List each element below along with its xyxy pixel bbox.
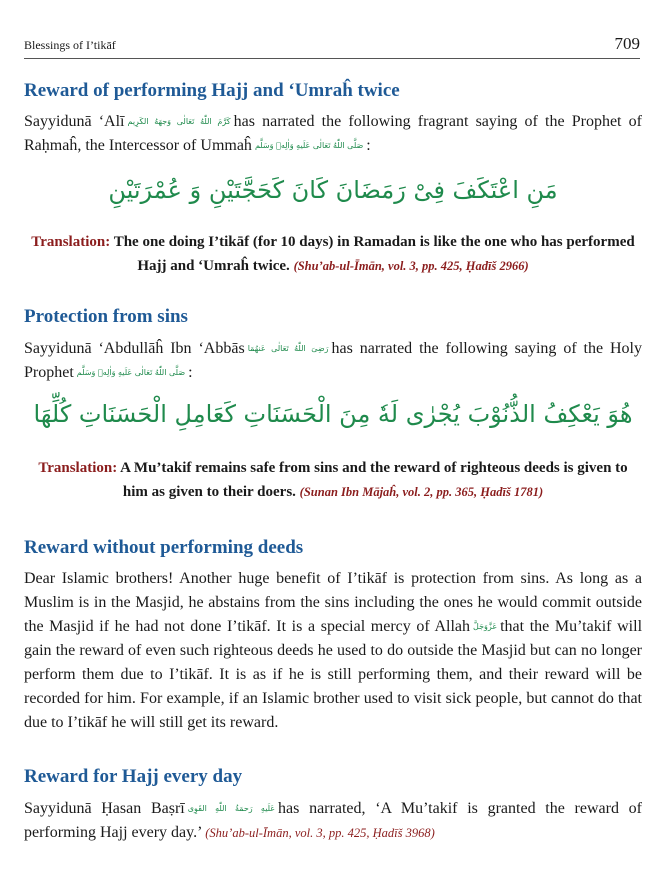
section-heading-hajj-umrah: Reward of performing Hajj and ‘Umraĥ twice xyxy=(24,80,400,101)
hadith-reference: (Sunan Ibn Mājaĥ, vol. 2, pp. 365, Ḥadīš 1781) xyxy=(299,485,544,499)
honorific-calligraphy: عَلَيهِ رَحمَةُ اللّٰهِ القَوِی xyxy=(187,804,276,813)
translation-text: The one doing I’tikāf (for 10 days) in Ramadan is like the one who has performed Hajj and ‘Umraĥ twice. xyxy=(113,234,635,274)
intro-text: Sayyidunā ‘Abdullāĥ Ibn ‘Abbās xyxy=(24,340,245,357)
section-heading-reward-without-deeds: Reward without performing deeds xyxy=(24,537,304,558)
translation-text: A Mu’takif remains safe from sins and the reward of righteous deeds is given to him as given to their doers. xyxy=(120,460,628,500)
honorific-calligraphy: رَضِیَ اللّٰهُ تَعَالٰی عَنهُمَا xyxy=(247,344,329,353)
intro-text: has narrated, ‘A Mu’takif is granted the reward of performing Hajj every day.’ xyxy=(24,800,642,841)
page-header xyxy=(24,34,640,59)
translation-label: Translation: xyxy=(38,460,118,476)
translation-block xyxy=(24,230,642,278)
intro-text: Sayyidunā ‘Alī xyxy=(24,113,125,130)
arabic-hadith: مَنِ اعْتَكَفَ فِیْ رَمَضَانَ كَانَ كَحَجَّتَيْنِ وَ عُمْرَتَيْنِ xyxy=(108,176,558,204)
intro-punct: : xyxy=(366,137,371,154)
body-text: Dear Islamic brothers! Another huge benefit of I’tikāf is protection from sins. As long as a Muslim is in the Masjid, he abstains from the sins including the ones he would commit outside the Masjid if he had not done I’tikāf. It is a special mercy of Allah xyxy=(24,570,642,635)
section-3-body xyxy=(24,567,642,735)
section-2-intro xyxy=(24,337,642,385)
intro-text: has narrated the following saying of the Holy Prophet xyxy=(24,340,643,381)
arabic-hadith: هُوَ يَعْكِفُ الذُّنُوْبَ يُجْرٰى لَهٗ مِنَ الْحَسَنَاتِ كَعَامِلِ الْحَسَنَاتِ كُلِّهَا xyxy=(33,400,633,428)
running-title: Blessings of I’tikāf xyxy=(24,38,116,52)
hadith-reference: (Shu’ab-ul-Īmān, vol. 3, pp. 425, Ḥadīš 2966) xyxy=(293,259,529,273)
intro-text: has narrated the following fragrant saying of the Prophet of Raḥmaĥ, the Intercessor of Ummaĥ xyxy=(24,113,643,154)
section-heading-protection: Protection from sins xyxy=(24,306,188,327)
page-number: 709 xyxy=(614,34,640,53)
honorific-calligraphy: كَرَّمَ اللّٰهُ تَعَالٰی وَجهَهُ الكَرِيم xyxy=(127,117,231,126)
section-4-body xyxy=(24,797,642,845)
section-heading-hajj-every-day: Reward for Hajj every day xyxy=(24,766,243,787)
body-text: that the Mu’takif will gain the reward of even such righteous deeds he used to do outside the Masjid but can no longer perform them due to I’tikāf. It is as if he is still performing them, and their reward will be recorded for him. For example, if an Islamic brother used to visit sick people, but cannot do that due to I’tikāf he will still get its reward. xyxy=(24,618,643,731)
translation-block xyxy=(24,456,642,504)
intro-text: Sayyidunā Ḥasan Baṣrī xyxy=(24,800,185,817)
honorific-calligraphy: عَزَّوَجَلَّ xyxy=(473,622,498,631)
honorific-calligraphy: صَلَّی اللّٰهُ تَعَالٰی عَلَيهِ وَاٰلِهٖ وَسَلَّم xyxy=(76,368,186,377)
section-1-intro xyxy=(24,110,642,158)
honorific-calligraphy: صَلَّی اللّٰهُ تَعَالٰی عَلَيهِ وَاٰلِهٖ وَسَلَّم xyxy=(254,141,364,150)
hadith-reference: (Shu’ab-ul-Īmān, vol. 3, pp. 425, Ḥadīš 3968) xyxy=(205,826,435,840)
translation-label: Translation: xyxy=(31,234,111,250)
intro-punct: : xyxy=(188,364,193,381)
